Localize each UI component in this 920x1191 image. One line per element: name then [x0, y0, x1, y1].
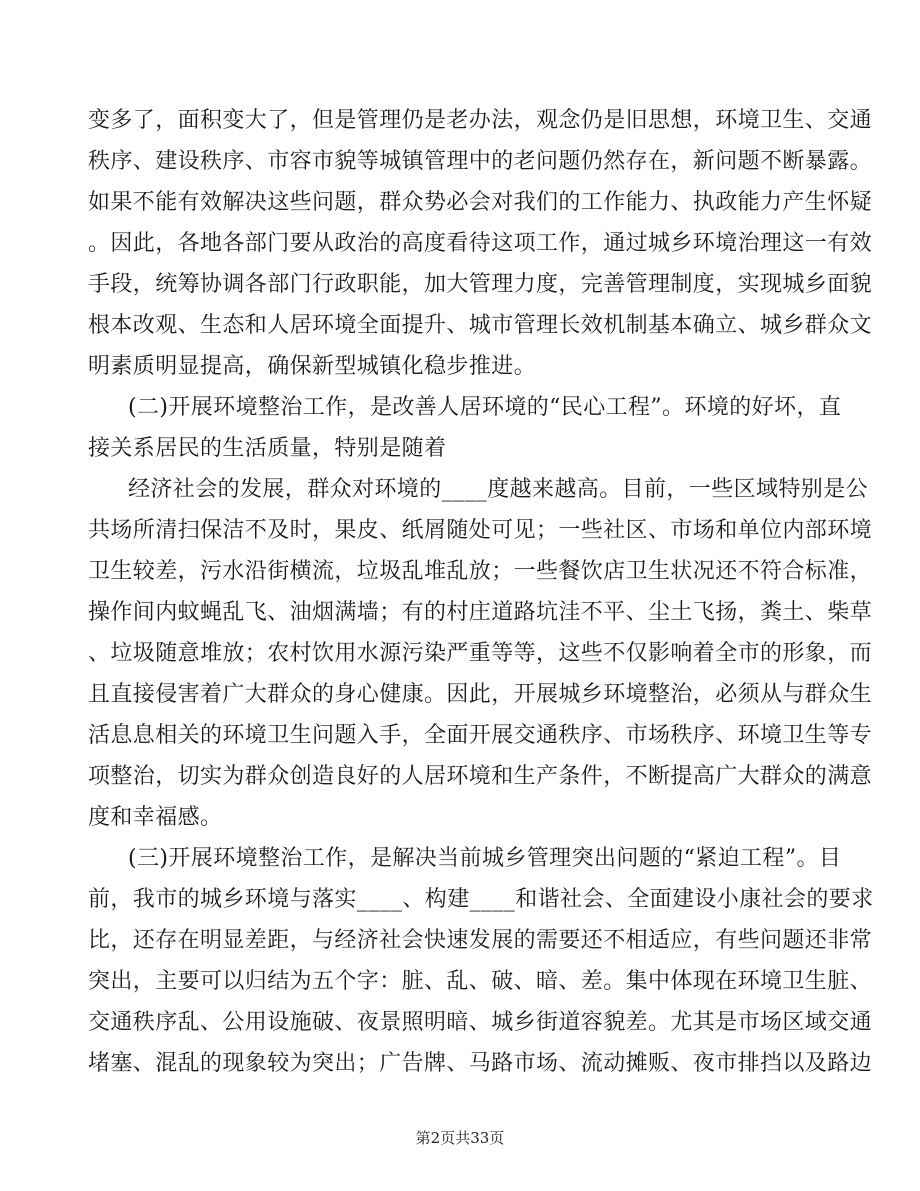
paragraph-heading-3: (三)开展环境整治工作，是解决当前城乡管理突出问题的“紧迫工程”。目	[128, 846, 842, 871]
text-line: 明素质明显提高，确保新型城镇化稳步推进。	[88, 354, 537, 379]
text-line: 经济社会的发展，群众对环境的____度越来越高。目前，一些区域特别是公	[128, 477, 869, 502]
text-line: 活息息相关的环境卫生问题入手，全面开展交通秩序、市场秩序、环境卫生等专	[88, 723, 873, 748]
text-line: 操作间内蚊蝇乱飞、油烟满墙；有的村庄道路坑洼不平、尘土飞扬，粪土、柴草	[88, 600, 873, 625]
text-line: 接关系居民的生活质量，特别是随着	[88, 436, 447, 461]
text-line: 突出，主要可以归结为五个字：脏、乱、破、暗、差。集中体现在环境卫生脏、	[88, 969, 873, 994]
text-line: 项整治，切实为群众创造良好的人居环境和生产条件，不断提高广大群众的满意	[88, 764, 873, 789]
text-line: 前，我市的城乡环境与落实____、构建____和谐社会、全面建设小康社会的要求	[88, 887, 874, 912]
text-line: 度和幸福感。	[88, 805, 223, 830]
page-number: 第2页共33页	[415, 1129, 505, 1147]
text-line: 手段，统筹协调各部门行政职能，加大管理力度，完善管理制度，实现城乡面貌	[88, 272, 873, 297]
text-line: 交通秩序乱、公用设施破、夜景照明暗、城乡街道容貌差。尤其是市场区域交通	[88, 1010, 873, 1035]
text-line: 共场所清扫保洁不及时，果皮、纸屑随处可见；一些社区、市场和单位内部环境	[88, 518, 873, 543]
text-line: 秩序、建设秩序、市容市貌等城镇管理中的老问题仍然存在，新问题不断暴露。	[88, 149, 873, 174]
text-line: 堵塞、混乱的现象较为突出；广告牌、马路市场、流动摊贩、夜市排挡以及路边	[88, 1051, 873, 1076]
text-line: 。因此，各地各部门要从政治的高度看待这项工作，通过城乡环境治理这一有效	[88, 231, 873, 256]
text-line: 且直接侵害着广大群众的身心健康。因此，开展城乡环境整治，必须从与群众生	[88, 682, 873, 707]
text-line: 变多了，面积变大了，但是管理仍是老办法，观念仍是旧思想，环境卫生、交通	[88, 108, 873, 133]
text-line: 根本改观、生态和人居环境全面提升、城市管理长效机制基本确立、城乡群众文	[88, 313, 873, 338]
text-line: 卫生较差，污水沿街横流，垃圾乱堆乱放；一些餐饮店卫生状况还不符合标准，	[88, 559, 873, 584]
text-line: 、垃圾随意堆放；农村饮用水源污染严重等等，这些不仅影响着全市的形象，而	[88, 641, 873, 666]
paragraph-heading-2: (二)开展环境整治工作，是改善人居环境的“民心工程”。环境的好坏，直	[128, 395, 842, 420]
text-line: 比，还存在明显差距，与经济社会快速发展的需要还不相适应，有些问题还非常	[88, 928, 873, 953]
text-line: 如果不能有效解决这些问题，群众势必会对我们的工作能力、执政能力产生怀疑	[88, 190, 873, 215]
